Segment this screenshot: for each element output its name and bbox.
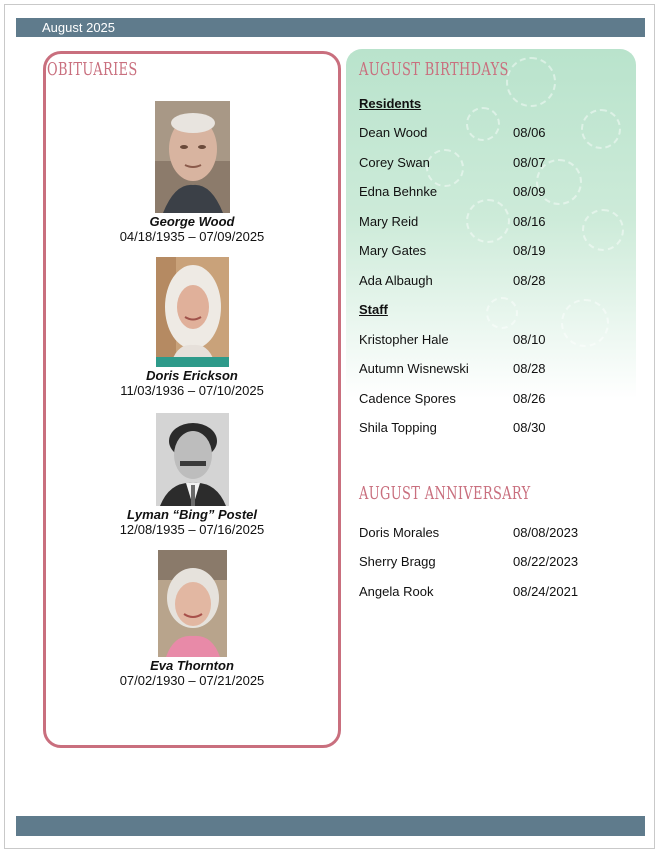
footer-bar [16,816,645,836]
list-item [359,584,619,600]
item-date: 08/08/2023 [513,525,579,540]
person-dates: 11/03/1936 – 07/10/2025 [120,383,264,398]
portrait-photo [156,413,229,506]
item-date: 08/26 [513,391,546,406]
item-name: Mary Reid [359,214,419,229]
staff-heading: Staff [359,302,388,317]
list-item [359,125,619,141]
list-item [359,420,619,436]
obituary-person [45,257,339,398]
portrait-photo [156,257,229,367]
portrait-photo [158,550,227,657]
item-name: Autumn Wisnewski [359,361,469,376]
item-date: 08/16 [513,214,546,229]
item-date: 08/06 [513,125,546,140]
item-name: Cadence Spores [359,391,456,406]
person-dates: 04/18/1935 – 07/09/2025 [119,229,265,244]
person-name: Lyman “Bing” Postel [126,507,258,522]
list-item [359,214,619,230]
list-item [359,273,619,289]
list-item [359,332,619,348]
header-bar [16,18,645,37]
list-item [359,391,619,407]
item-date: 08/30 [513,420,546,435]
obituary-person [45,550,339,688]
person-name: Eva Thornton [150,658,234,673]
list-item [359,243,619,259]
sun-decoration-icon [506,57,556,107]
birthdays-title: AUGUST BIRTHDAYS [359,59,509,80]
person-name: Doris Erickson [146,368,238,383]
obituaries-title: OBITUARIES [47,59,138,80]
person-dates: 07/02/1930 – 07/21/2025 [119,673,265,688]
item-name: Mary Gates [359,243,427,258]
item-name: Ada Albaugh [359,273,433,288]
item-date: 08/09 [513,184,546,199]
list-item [359,525,619,541]
obituary-person [45,413,339,537]
item-date: 08/19 [513,243,546,258]
sun-decoration-icon [486,297,518,329]
item-date: 08/28 [513,273,546,288]
list-item [359,554,619,570]
person-dates: 12/08/1935 – 07/16/2025 [119,522,265,537]
person-name: George Wood [149,214,235,229]
item-name: Kristopher Hale [359,332,449,347]
anniversary-title: AUGUST ANNIVERSARY [359,483,531,504]
list-item [359,361,619,377]
item-date: 08/10 [513,332,546,347]
list-item [359,184,619,200]
item-date: 08/28 [513,361,546,376]
item-date: 08/22/2023 [513,554,579,569]
obituary-person [45,101,339,244]
item-name: Sherry Bragg [359,554,436,569]
portrait-photo [155,101,230,213]
item-date: 08/07 [513,155,546,170]
residents-heading: Residents [359,96,422,111]
month-label: August 2025 [42,20,116,35]
item-name: Shila Topping [359,420,437,435]
item-name: Edna Behnke [359,184,438,199]
item-date: 08/24/2021 [513,584,579,599]
item-name: Doris Morales [359,525,440,540]
item-name: Corey Swan [359,155,430,170]
item-name: Angela Rook [359,584,434,599]
item-name: Dean Wood [359,125,428,140]
list-item [359,155,619,171]
